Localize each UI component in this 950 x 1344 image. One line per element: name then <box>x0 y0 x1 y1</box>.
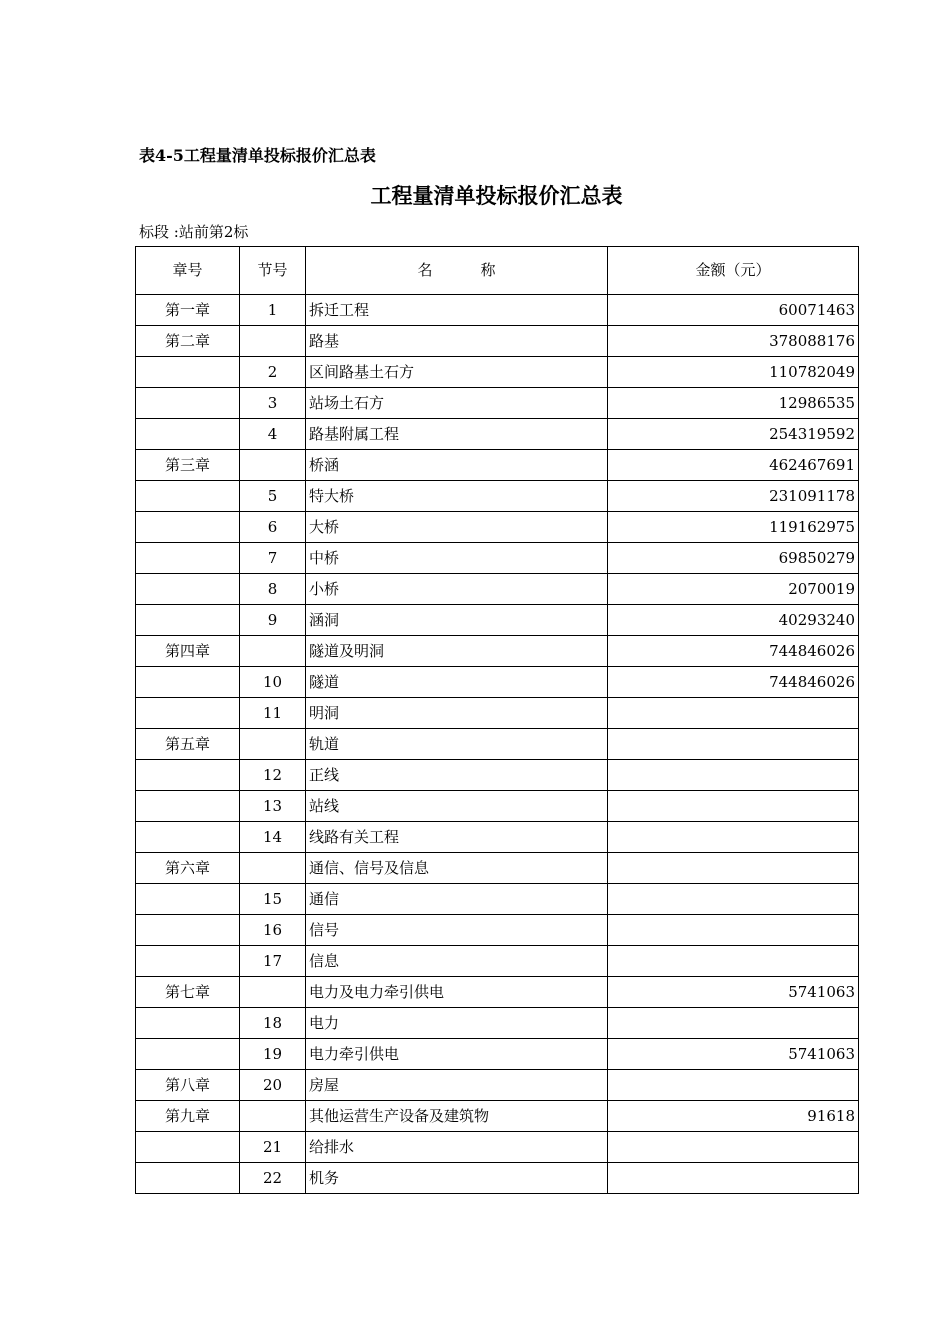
cell-chapter <box>136 791 240 822</box>
table-row <box>136 357 859 388</box>
cell-amount: 254319592 <box>608 419 859 450</box>
cell-amount: 119162975 <box>608 512 859 543</box>
cell-section: 10 <box>240 667 306 698</box>
cell-name: 机务 <box>306 1163 608 1194</box>
table-row <box>136 698 859 729</box>
cell-section: 4 <box>240 419 306 450</box>
page-title: 工程量清单投标报价汇总表 <box>370 183 623 208</box>
table-row <box>136 915 859 946</box>
cell-section: 12 <box>240 760 306 791</box>
cell-section: 5 <box>240 481 306 512</box>
cell-name: 中桥 <box>306 543 608 574</box>
cell-amount <box>608 791 859 822</box>
cell-amount <box>608 1132 859 1163</box>
cell-section <box>240 1101 306 1132</box>
cell-chapter <box>136 760 240 791</box>
cell-chapter <box>136 915 240 946</box>
cell-amount <box>608 946 859 977</box>
cell-section: 20 <box>240 1070 306 1101</box>
cell-section: 2 <box>240 357 306 388</box>
table-row <box>136 605 859 636</box>
cell-amount: 12986535 <box>608 388 859 419</box>
cell-chapter <box>136 1163 240 1194</box>
cell-chapter: 第二章 <box>136 326 240 357</box>
cell-amount: 378088176 <box>608 326 859 357</box>
cell-chapter <box>136 1039 240 1070</box>
cell-amount: 5741063 <box>608 977 859 1008</box>
cell-name: 明洞 <box>306 698 608 729</box>
cell-name: 房屋 <box>306 1070 608 1101</box>
cell-name: 给排水 <box>306 1132 608 1163</box>
table-row <box>136 636 859 667</box>
section-label: 标段 :站前第2标 <box>139 223 249 241</box>
table-row <box>136 977 859 1008</box>
cell-chapter <box>136 512 240 543</box>
table-row <box>136 1039 859 1070</box>
cell-section <box>240 450 306 481</box>
cell-amount <box>608 884 859 915</box>
cell-chapter <box>136 822 240 853</box>
table-row <box>136 791 859 822</box>
cell-amount: 91618 <box>608 1101 859 1132</box>
table-row <box>136 1132 859 1163</box>
cell-amount: 69850279 <box>608 543 859 574</box>
cell-amount: 744846026 <box>608 636 859 667</box>
cell-name: 通信 <box>306 884 608 915</box>
cell-section: 6 <box>240 512 306 543</box>
cell-section: 7 <box>240 543 306 574</box>
cell-section: 15 <box>240 884 306 915</box>
table-row <box>136 1070 859 1101</box>
cell-section <box>240 636 306 667</box>
cell-section: 11 <box>240 698 306 729</box>
cell-name: 隧道 <box>306 667 608 698</box>
table-row <box>136 450 859 481</box>
cell-chapter <box>136 698 240 729</box>
cell-section: 18 <box>240 1008 306 1039</box>
table-row <box>136 295 859 326</box>
table-row <box>136 326 859 357</box>
table-row <box>136 512 859 543</box>
cell-amount <box>608 853 859 884</box>
cell-name: 路基 <box>306 326 608 357</box>
cell-name: 小桥 <box>306 574 608 605</box>
cell-name: 涵洞 <box>306 605 608 636</box>
cell-section <box>240 729 306 760</box>
header-amount: 金额（元） <box>608 247 859 295</box>
cell-section: 19 <box>240 1039 306 1070</box>
cell-amount: 744846026 <box>608 667 859 698</box>
table-body <box>136 295 859 1194</box>
cell-amount: 5741063 <box>608 1039 859 1070</box>
cell-section: 14 <box>240 822 306 853</box>
header-name-part2: 称 <box>480 261 496 279</box>
cell-chapter: 第六章 <box>136 853 240 884</box>
table-caption: 表4-5工程量清单投标报价汇总表 <box>139 146 376 165</box>
cell-name: 隧道及明洞 <box>306 636 608 667</box>
table-header-row <box>136 247 859 295</box>
cell-amount: 231091178 <box>608 481 859 512</box>
cell-name: 路基附属工程 <box>306 419 608 450</box>
cell-amount <box>608 1070 859 1101</box>
cell-chapter: 第九章 <box>136 1101 240 1132</box>
cell-chapter <box>136 543 240 574</box>
cell-name: 大桥 <box>306 512 608 543</box>
cell-amount <box>608 915 859 946</box>
cell-amount: 2070019 <box>608 574 859 605</box>
cell-name: 信号 <box>306 915 608 946</box>
table-row <box>136 1101 859 1132</box>
cell-amount <box>608 760 859 791</box>
table-row <box>136 946 859 977</box>
cell-amount <box>608 1163 859 1194</box>
cell-section: 17 <box>240 946 306 977</box>
cell-section: 21 <box>240 1132 306 1163</box>
table-row <box>136 419 859 450</box>
table-row <box>136 543 859 574</box>
cell-chapter: 第五章 <box>136 729 240 760</box>
cell-chapter <box>136 884 240 915</box>
cell-section: 13 <box>240 791 306 822</box>
table-row <box>136 1163 859 1194</box>
cell-chapter: 第七章 <box>136 977 240 1008</box>
cell-section: 8 <box>240 574 306 605</box>
cell-section <box>240 326 306 357</box>
cell-name: 其他运营生产设备及建筑物 <box>306 1101 608 1132</box>
table-row <box>136 853 859 884</box>
table-row <box>136 667 859 698</box>
cell-section <box>240 853 306 884</box>
table-row <box>136 574 859 605</box>
cell-amount <box>608 698 859 729</box>
cell-section: 9 <box>240 605 306 636</box>
cell-chapter <box>136 946 240 977</box>
cell-amount: 462467691 <box>608 450 859 481</box>
cell-chapter <box>136 357 240 388</box>
cell-section <box>240 977 306 1008</box>
cell-chapter: 第八章 <box>136 1070 240 1101</box>
header-chapter: 章号 <box>136 247 240 295</box>
cell-chapter: 第三章 <box>136 450 240 481</box>
cell-name: 线路有关工程 <box>306 822 608 853</box>
cell-chapter: 第四章 <box>136 636 240 667</box>
cell-section: 1 <box>240 295 306 326</box>
cell-name: 电力及电力牵引供电 <box>306 977 608 1008</box>
header-name <box>306 247 608 295</box>
header-section: 节号 <box>240 247 306 295</box>
cell-amount: 60071463 <box>608 295 859 326</box>
cell-name: 特大桥 <box>306 481 608 512</box>
bid-summary-table <box>135 246 859 1194</box>
cell-name: 站场土石方 <box>306 388 608 419</box>
table-row <box>136 481 859 512</box>
cell-amount: 110782049 <box>608 357 859 388</box>
cell-name: 拆迁工程 <box>306 295 608 326</box>
cell-name: 轨道 <box>306 729 608 760</box>
cell-amount <box>608 1008 859 1039</box>
cell-name: 正线 <box>306 760 608 791</box>
cell-chapter <box>136 667 240 698</box>
cell-name: 站线 <box>306 791 608 822</box>
cell-name: 电力牵引供电 <box>306 1039 608 1070</box>
cell-amount <box>608 822 859 853</box>
header-name-part1: 名 <box>417 261 433 279</box>
cell-chapter <box>136 605 240 636</box>
cell-chapter <box>136 388 240 419</box>
table-row <box>136 822 859 853</box>
cell-chapter <box>136 574 240 605</box>
cell-chapter: 第一章 <box>136 295 240 326</box>
table-row <box>136 388 859 419</box>
cell-section: 22 <box>240 1163 306 1194</box>
cell-amount <box>608 729 859 760</box>
cell-name: 桥涵 <box>306 450 608 481</box>
cell-name: 区间路基土石方 <box>306 357 608 388</box>
cell-name: 信息 <box>306 946 608 977</box>
cell-name: 电力 <box>306 1008 608 1039</box>
table-row <box>136 884 859 915</box>
cell-chapter <box>136 419 240 450</box>
cell-name: 通信、信号及信息 <box>306 853 608 884</box>
cell-chapter <box>136 1008 240 1039</box>
table-row <box>136 760 859 791</box>
table-row <box>136 1008 859 1039</box>
table-row <box>136 729 859 760</box>
cell-chapter <box>136 481 240 512</box>
cell-amount: 40293240 <box>608 605 859 636</box>
cell-section: 3 <box>240 388 306 419</box>
cell-section: 16 <box>240 915 306 946</box>
cell-chapter <box>136 1132 240 1163</box>
